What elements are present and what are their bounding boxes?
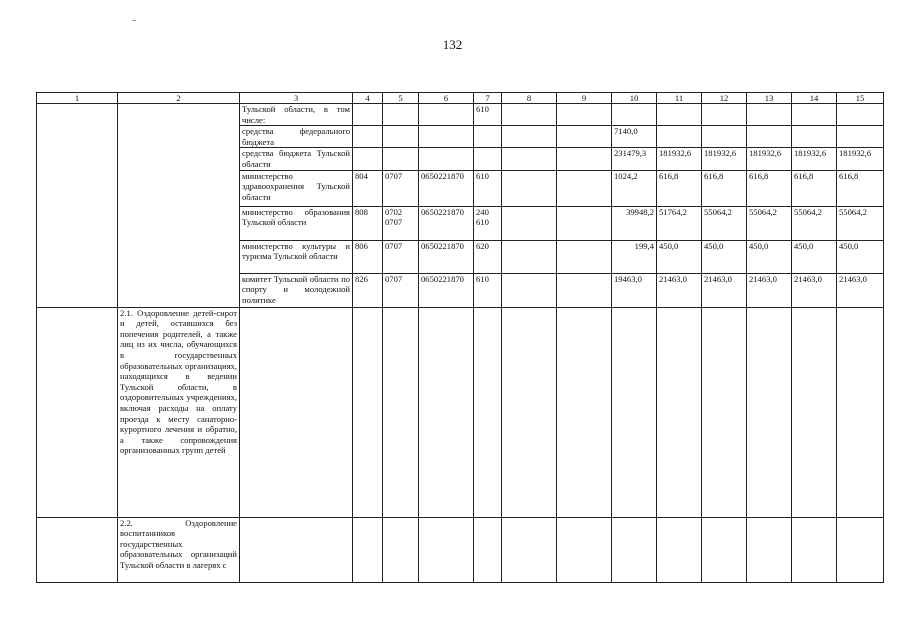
cell-empty	[747, 307, 792, 517]
cell-name: средства федерального бюджета	[240, 126, 353, 148]
header-cell: 14	[792, 93, 837, 104]
cell-value: 7140,0	[612, 126, 657, 148]
cell-empty	[383, 307, 419, 517]
cell-empty	[474, 517, 502, 582]
table-row	[37, 104, 884, 126]
cell-empty	[747, 126, 792, 148]
cell-value: 21463,0	[837, 273, 884, 307]
cell-name: министерство здравоохранения Тульской области	[240, 170, 353, 206]
cell-value: 616,8	[792, 170, 837, 206]
cell-value: 616,8	[702, 170, 747, 206]
cell-code: 610	[476, 217, 489, 228]
cell-name: комитет Тульской области по спорту и молодежной политике	[240, 273, 353, 307]
header-cell: 3	[240, 93, 353, 104]
item-2-2-text: 2.2. Оздоровление воспитанников государственных образовательных организаций Тульской области в лагерях с	[118, 517, 240, 582]
cell-empty	[792, 307, 837, 517]
cell-code: 806	[353, 240, 383, 273]
cell-value: 450,0	[657, 240, 702, 273]
cell-code: 0650221870	[419, 240, 474, 273]
cell-value: 181932,6	[792, 148, 837, 170]
cell-empty	[792, 104, 837, 126]
cell-value: 181932,6	[657, 148, 702, 170]
cell-value: 55064,2	[837, 206, 884, 240]
cell-empty	[657, 517, 702, 582]
cell-col1	[37, 104, 118, 308]
cell-code: 0707	[385, 217, 403, 228]
cell-empty	[612, 104, 657, 126]
cell-code: 0650221870	[419, 170, 474, 206]
cell-empty	[419, 307, 474, 517]
cell-empty	[353, 148, 383, 170]
cell-code: 0650221870	[419, 206, 474, 240]
cell-empty	[657, 126, 702, 148]
cell-empty	[557, 240, 612, 273]
cell-empty	[419, 517, 474, 582]
cell-empty	[474, 307, 502, 517]
cell-empty	[557, 170, 612, 206]
header-cell: 13	[747, 93, 792, 104]
cell-value: 450,0	[792, 240, 837, 273]
cell-empty	[419, 104, 474, 126]
item-2-1-text: 2.1. Оздоровление детей-сирот и детей, оставшихся без попечения родителей, а также лиц из их числа, обучающихся в государственных образовательных организациях, находящихся в ведении Тульской области, в оздоровительных учреждениях, включая расходы на оплату проезда к месту санаторно-курортного лечения и обратно, а также сопровождения организованных групп детей	[118, 307, 240, 517]
cell-empty	[557, 307, 612, 517]
cell-name: средства бюджета Тульской области	[240, 148, 353, 170]
header-row	[37, 93, 884, 104]
cell-empty	[792, 517, 837, 582]
cell-value: 39948,2	[612, 206, 657, 240]
cell-value: 616,8	[747, 170, 792, 206]
cell-empty	[383, 517, 419, 582]
table-row	[37, 517, 884, 582]
cell-empty	[557, 517, 612, 582]
cell-empty	[474, 148, 502, 170]
cell-empty	[557, 148, 612, 170]
cell-empty	[557, 126, 612, 148]
cell-code: 610	[474, 273, 502, 307]
cell-empty	[702, 517, 747, 582]
cell-code: 240	[476, 206, 489, 217]
header-cell: 1	[37, 93, 118, 104]
cell-col2	[118, 104, 240, 308]
cell-name: министерство образования Тульской области	[240, 206, 353, 240]
cell-code: 620	[474, 240, 502, 273]
cell-code: 0707	[383, 240, 419, 273]
cell-code-stack	[474, 206, 502, 240]
cell-col1	[37, 517, 118, 582]
cell-name: Тульской области, в том числе:	[240, 104, 353, 126]
cell-value: 181932,6	[702, 148, 747, 170]
cell-empty	[612, 307, 657, 517]
cell-empty	[502, 104, 557, 126]
header-cell: 8	[502, 93, 557, 104]
cell-name: министерство культуры и туризма Тульской области	[240, 240, 353, 273]
cell-empty	[657, 307, 702, 517]
cell-empty	[502, 148, 557, 170]
cell-code: 0650221870	[419, 273, 474, 307]
table-row	[37, 307, 884, 517]
cell-value: 616,8	[837, 170, 884, 206]
budget-table	[36, 92, 884, 583]
cell-value: 21463,0	[747, 273, 792, 307]
cell-value: 181932,6	[747, 148, 792, 170]
cell-value: 55064,2	[702, 206, 747, 240]
cell-empty	[383, 148, 419, 170]
header-cell: 4	[353, 93, 383, 104]
cell-empty	[702, 104, 747, 126]
cell-empty	[502, 517, 557, 582]
header-cell: 9	[557, 93, 612, 104]
cell-value: 616,8	[657, 170, 702, 206]
cell-empty	[502, 206, 557, 240]
cell-value: 55064,2	[792, 206, 837, 240]
cell-value: 450,0	[702, 240, 747, 273]
cell-code-stack	[383, 206, 419, 240]
header-cell: 11	[657, 93, 702, 104]
cell-empty	[353, 104, 383, 126]
cell-empty	[383, 126, 419, 148]
cell-empty	[747, 517, 792, 582]
cell-value: 199,4	[612, 240, 657, 273]
cell-value: 21463,0	[702, 273, 747, 307]
cell-empty	[747, 104, 792, 126]
header-cell: 12	[702, 93, 747, 104]
cell-empty	[240, 517, 353, 582]
cell-empty	[502, 307, 557, 517]
cell-value: 55064,2	[747, 206, 792, 240]
cell-empty	[837, 104, 884, 126]
cell-value: 181932,6	[837, 148, 884, 170]
page-number: 132	[442, 37, 463, 52]
cell-code: 808	[353, 206, 383, 240]
cell-empty	[502, 273, 557, 307]
cell-empty	[612, 517, 657, 582]
cell-code: 0702	[385, 206, 403, 217]
header-cell: 2	[118, 93, 240, 104]
header-cell: 7	[474, 93, 502, 104]
cell-value: 450,0	[747, 240, 792, 273]
cell-empty	[837, 307, 884, 517]
header-cell: 6	[419, 93, 474, 104]
header-cell: 10	[612, 93, 657, 104]
cell-code: 610	[474, 170, 502, 206]
header-cell: 5	[383, 93, 419, 104]
cell-value: 51764,2	[657, 206, 702, 240]
cell-empty	[702, 307, 747, 517]
cell-empty	[353, 307, 383, 517]
cell-empty	[474, 126, 502, 148]
cell-empty	[383, 104, 419, 126]
scan-mark	[132, 20, 136, 21]
cell-code: 610	[474, 104, 502, 126]
cell-col1	[37, 307, 118, 517]
cell-empty	[557, 273, 612, 307]
cell-empty	[353, 126, 383, 148]
cell-empty	[419, 148, 474, 170]
cell-empty	[557, 104, 612, 126]
cell-empty	[419, 126, 474, 148]
cell-code: 0707	[383, 170, 419, 206]
cell-value: 450,0	[837, 240, 884, 273]
cell-value: 19463,0	[612, 273, 657, 307]
cell-empty	[502, 170, 557, 206]
cell-empty	[353, 517, 383, 582]
cell-value: 1024,2	[612, 170, 657, 206]
cell-empty	[502, 126, 557, 148]
cell-value: 231479,3	[612, 148, 657, 170]
cell-empty	[657, 104, 702, 126]
cell-value: 21463,0	[792, 273, 837, 307]
cell-empty	[792, 126, 837, 148]
cell-empty	[557, 206, 612, 240]
cell-empty	[837, 517, 884, 582]
cell-empty	[502, 240, 557, 273]
cell-code: 0707	[383, 273, 419, 307]
cell-empty	[702, 126, 747, 148]
cell-empty	[240, 307, 353, 517]
cell-empty	[837, 126, 884, 148]
header-cell: 15	[837, 93, 884, 104]
cell-code: 804	[353, 170, 383, 206]
cell-value: 21463,0	[657, 273, 702, 307]
cell-code: 826	[353, 273, 383, 307]
